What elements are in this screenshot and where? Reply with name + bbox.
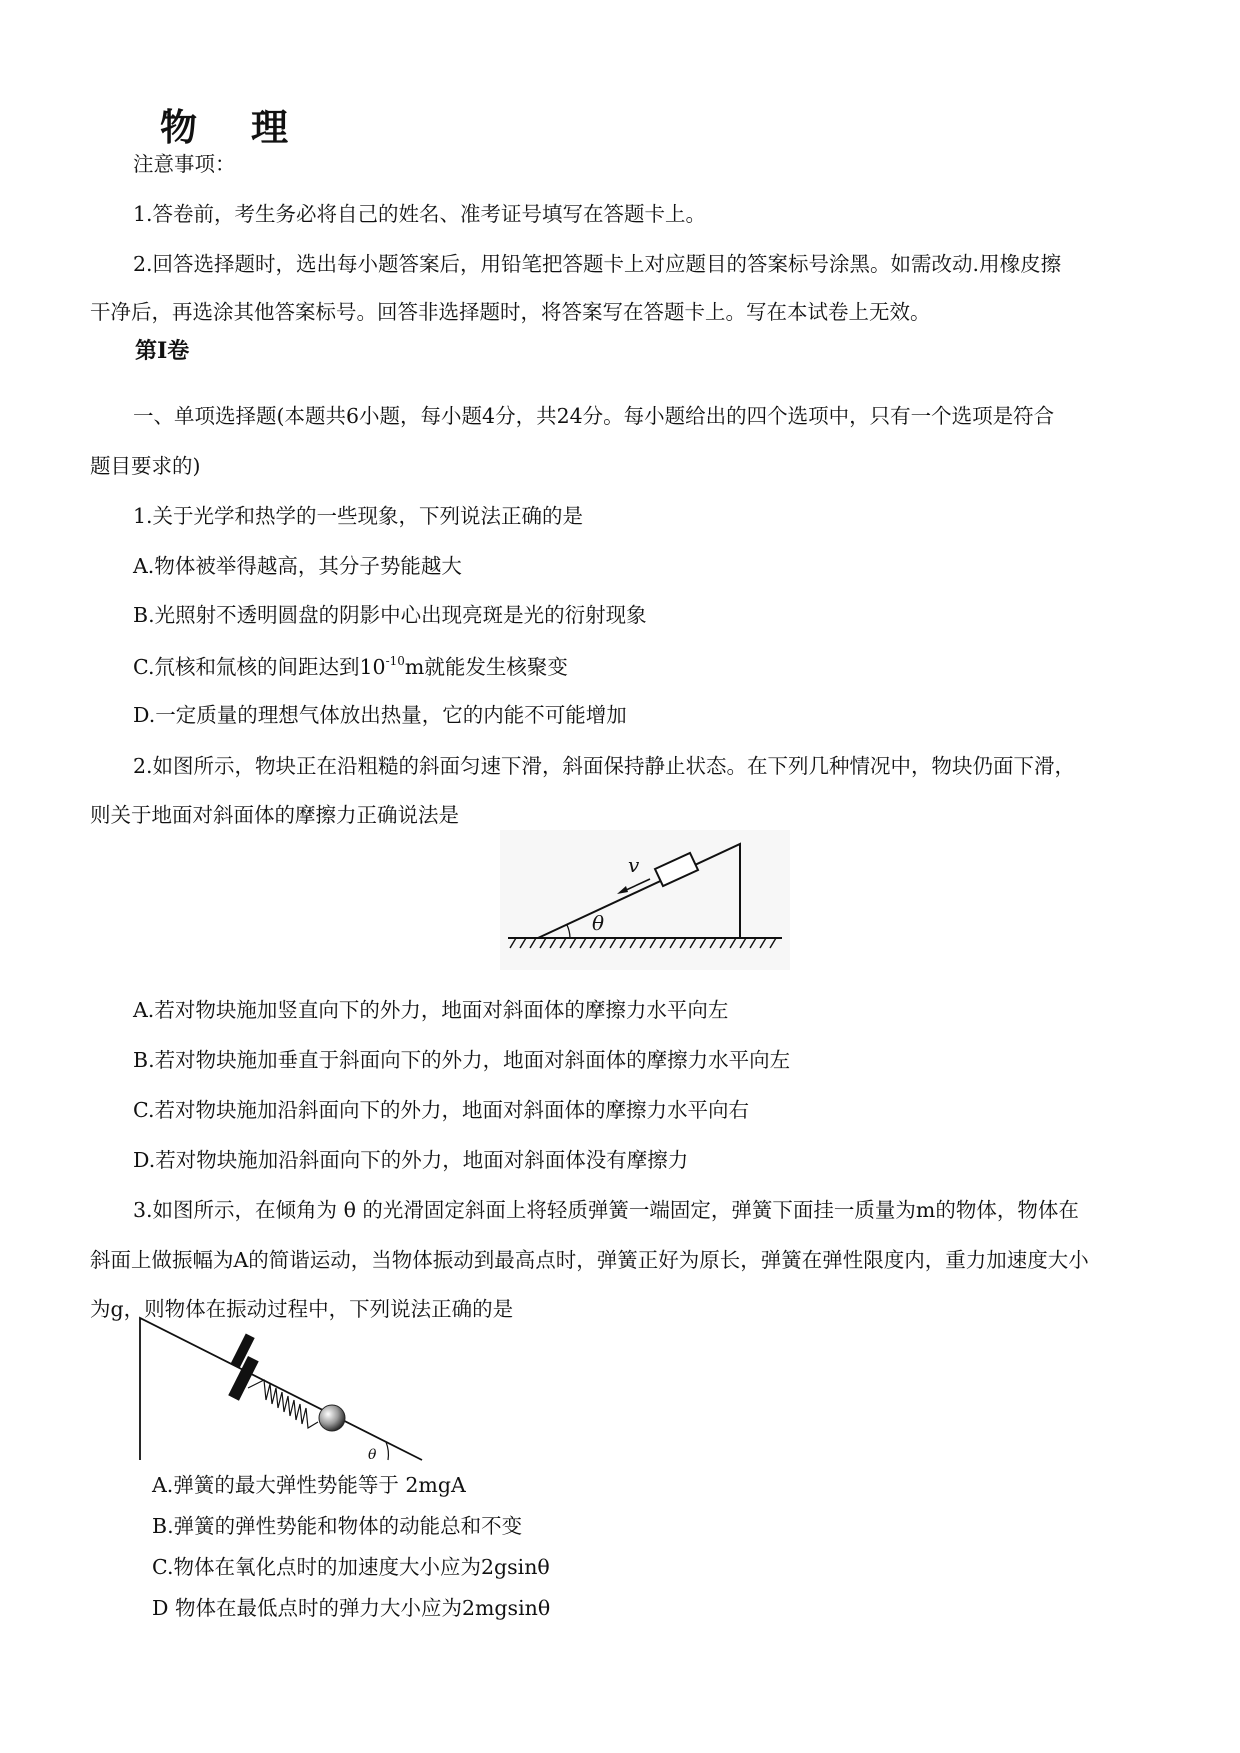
volume-heading: 第Ⅰ卷 [135,338,190,364]
q3-stem-line-3: 为g，则物体在振动过程中，下列说法正确的是 [90,1297,514,1321]
angle-arc [386,1442,388,1460]
q3-option-a: A.弹簧的最大弹性势能等于 2mgA [152,1473,466,1497]
q2-theta-label: θ [592,911,605,935]
section-1-instructions-line-1: 一、单项选择题(本题共6小题，每小题4分，共24分。每小题给出的四个选项中，只有一个选项是符合 [133,404,1055,428]
title-char-1: 物 [160,105,197,149]
section-1-instructions-line-2: 题目要求的) [90,454,201,478]
oscillating-ball [319,1405,345,1431]
q1-option-c-prefix: C.氘核和氚核的间距达到10 [133,655,386,679]
q2-option-c: C.若对物块施加沿斜面向下的外力，地面对斜面体的摩擦力水平向右 [133,1098,749,1122]
q1-option-c-exponent: -10 [385,654,405,668]
q3-theta-label: θ [368,1447,377,1463]
notice-item-2-line-2: 干净后，再选涂其他答案标号。回答非选择题时，将答案写在答题卡上。写在本试卷上无效。 [90,300,931,324]
q2-incline-figure [500,830,790,970]
notice-item-2-line-1: 2.回答选择题时，选出每小题答案后，用铅笔把答题卡上对应题目的答案标号涂黑。如需改动.用橡皮擦 [133,252,1062,276]
page-title [160,97,288,151]
q2-option-d: D.若对物块施加沿斜面向下的外力，地面对斜面体没有摩擦力 [133,1148,689,1172]
figure-background [500,830,790,970]
notice-item-1: 1.答卷前，考生务必将自己的姓名、准考证号填写在答题卡上。 [133,202,707,226]
q2-stem-line-2: 则关于地面对斜面体的摩擦力正确说法是 [90,803,459,827]
notice-heading: 注意事项： [133,152,236,176]
q1-option-c-suffix: m就能发生核聚变 [404,655,568,679]
q1-option-d: D.一定质量的理想气体放出热量，它的内能不可能增加 [133,703,627,727]
q1-option-c [133,655,568,678]
q3-option-b: B.弹簧的弹性势能和物体的动能总和不变 [152,1514,523,1538]
q3-spring-incline-figure [130,1310,430,1470]
spring-coil [248,1380,318,1428]
q3-option-d: D 物体在最低点时的弹力大小应为2mgsinθ [152,1596,551,1620]
q3-option-c: C.物体在氧化点时的加速度大小应为2gsinθ [152,1555,550,1579]
title-char-2: 理 [251,105,288,149]
q1-option-a: A.物体被举得越高，其分子势能越大 [133,554,462,578]
q2-option-a: A.若对物块施加竖直向下的外力，地面对斜面体的摩擦力水平向左 [133,998,729,1022]
q2-velocity-label: v [628,853,640,877]
q1-stem: 1.关于光学和热学的一些现象，下列说法正确的是 [133,504,584,528]
q2-stem-line-1: 2.如图所示，物块正在沿粗糙的斜面匀速下滑，斜面保持静止状态。在下列几种情况中，物块仍面下滑， [133,754,1076,778]
q3-stem-line-2: 斜面上做振幅为A的简谐运动，当物体振动到最高点时，弹簧正好为原长，弹簧在弹性限度内，重力加速度大小 [90,1248,1089,1272]
q2-option-b: B.若对物块施加垂直于斜面向下的外力，地面对斜面体的摩擦力水平向左 [133,1048,791,1072]
incline-outline [140,1318,422,1460]
q1-option-b: B.光照射不透明圆盘的阴影中心出现亮斑是光的衍射现象 [133,603,647,627]
q3-stem-line-1: 3.如图所示，在倾角为 θ 的光滑固定斜面上将轻质弹簧一端固定，弹簧下面挂一质量为m的物体，物体在 [133,1198,1079,1222]
